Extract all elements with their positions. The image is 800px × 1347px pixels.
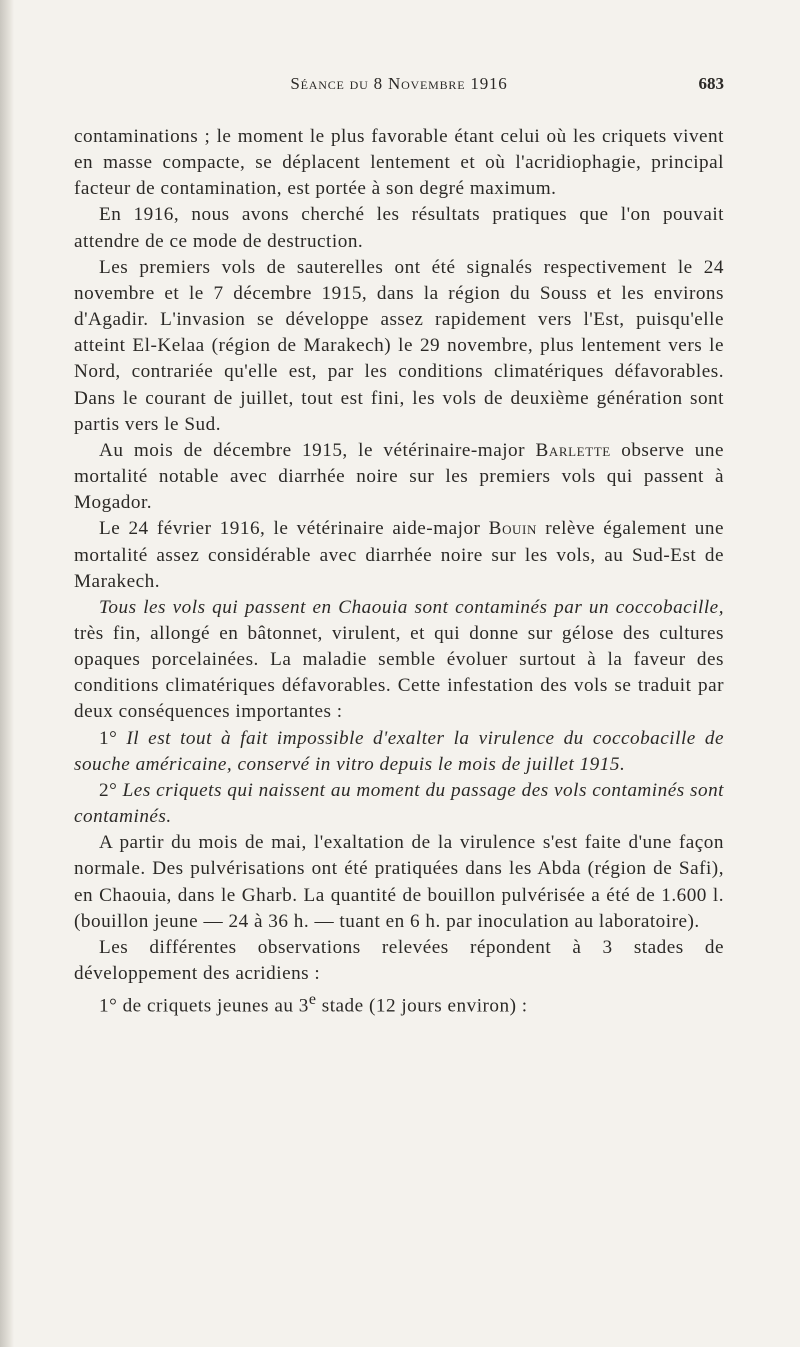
- italic-text: Tous les vols qui passent en Chaouia sont contaminés par un coccobacille,: [99, 596, 724, 618]
- page-number: 683: [698, 74, 724, 93]
- italic-text: Il est tout à fait impossible d'exalter la virulence du coccobacille de souche américaine, conservé in vitro depuis le mois de juillet 1915.: [74, 727, 725, 775]
- page-gutter-shadow: [0, 0, 14, 1347]
- paragraph-text: Au mois de décembre 1915, le vétérinaire-major: [99, 439, 526, 461]
- paragraph-text: 1° de criquets jeunes au 3: [99, 995, 309, 1017]
- paragraph-text: très fin, allongé en bâtonnet, virulent, et qui donne sur gélose des cultures opaques porcelainées. La maladie semble évoluer surtout à la faveur des conditions climatériques défavorables. Cette infestation des vols se traduit par deux conséquences importantes :: [74, 622, 724, 723]
- paragraph-text: relève également une mortalité assez considérable avec diarrhée noire sur les vols, au Sud-Est de Marakech.: [74, 518, 725, 592]
- paragraph: [74, 987, 724, 1020]
- paragraph-text: observe une mortalité notable avec diarrhée noire sur les premiers vols qui passent à Mogador.: [74, 439, 725, 514]
- paragraph: [74, 726, 724, 778]
- body-text: [74, 124, 724, 1020]
- paragraph: Les premiers vols de sauterelles ont été signalés respectivement le 24 novembre et le 7 décembre 1915, dans la région du Souss et les environs d'Agadir. L'invasion se développe assez rapidement vers l'Est, puisqu'elle atteint El-Kelaa (région de Marakech) le 29 novembre, plus lentement vers le Nord, contrariée qu'elle est, par les conditions climatériques défavorables. Dans le courant de juillet, tout est fini, les vols de deuxième génération sont partis vers le Sud.: [74, 256, 724, 435]
- running-title: Séance du 8 Novembre 1916: [290, 74, 508, 93]
- paragraph: [74, 778, 724, 830]
- paragraph-text: Le 24 février 1916, le vétérinaire aide-major: [99, 518, 481, 540]
- person-name: Barlette: [535, 439, 611, 461]
- paragraph: contaminations ; le moment le plus favorable étant celui où les criquets vivent en masse compacte, se déplacent lentement et où l'acridiophagie, principal facteur de contamination, est portée à son degré maximum.: [74, 126, 724, 200]
- superscript: e: [308, 991, 317, 1009]
- paragraph-text: stade (12 jours environ) :: [321, 995, 528, 1017]
- paragraph: A partir du mois de mai, l'exaltation de la virulence s'est faite d'une façon normale. Des pulvérisations ont été pratiquées dans les Abda (région de Safi), en Chaouia, dans le Gharb. La quantité de bouillon pulvérisée a été de 1.600 l. (bouillon jeune — 24 à 36 h. — tuant en 6 h. par inoculation au laboratoire).: [74, 832, 724, 932]
- paragraph: [74, 516, 724, 594]
- paragraph: Les différentes observations relevées répondent à 3 stades de développement des acridiens :: [74, 936, 724, 984]
- paragraph: En 1916, nous avons cherché les résultats pratiques que l'on pouvait attendre de ce mode de destruction.: [74, 204, 724, 252]
- person-name: Bouin: [488, 518, 537, 540]
- paragraph: [74, 438, 724, 516]
- page-header: [74, 74, 724, 102]
- list-number: 1°: [99, 727, 118, 749]
- list-number: 2°: [99, 779, 118, 801]
- paragraph: [74, 595, 724, 726]
- italic-text: Les criquets qui naissent au moment du passage des vols contaminés sont contaminés.: [74, 779, 725, 828]
